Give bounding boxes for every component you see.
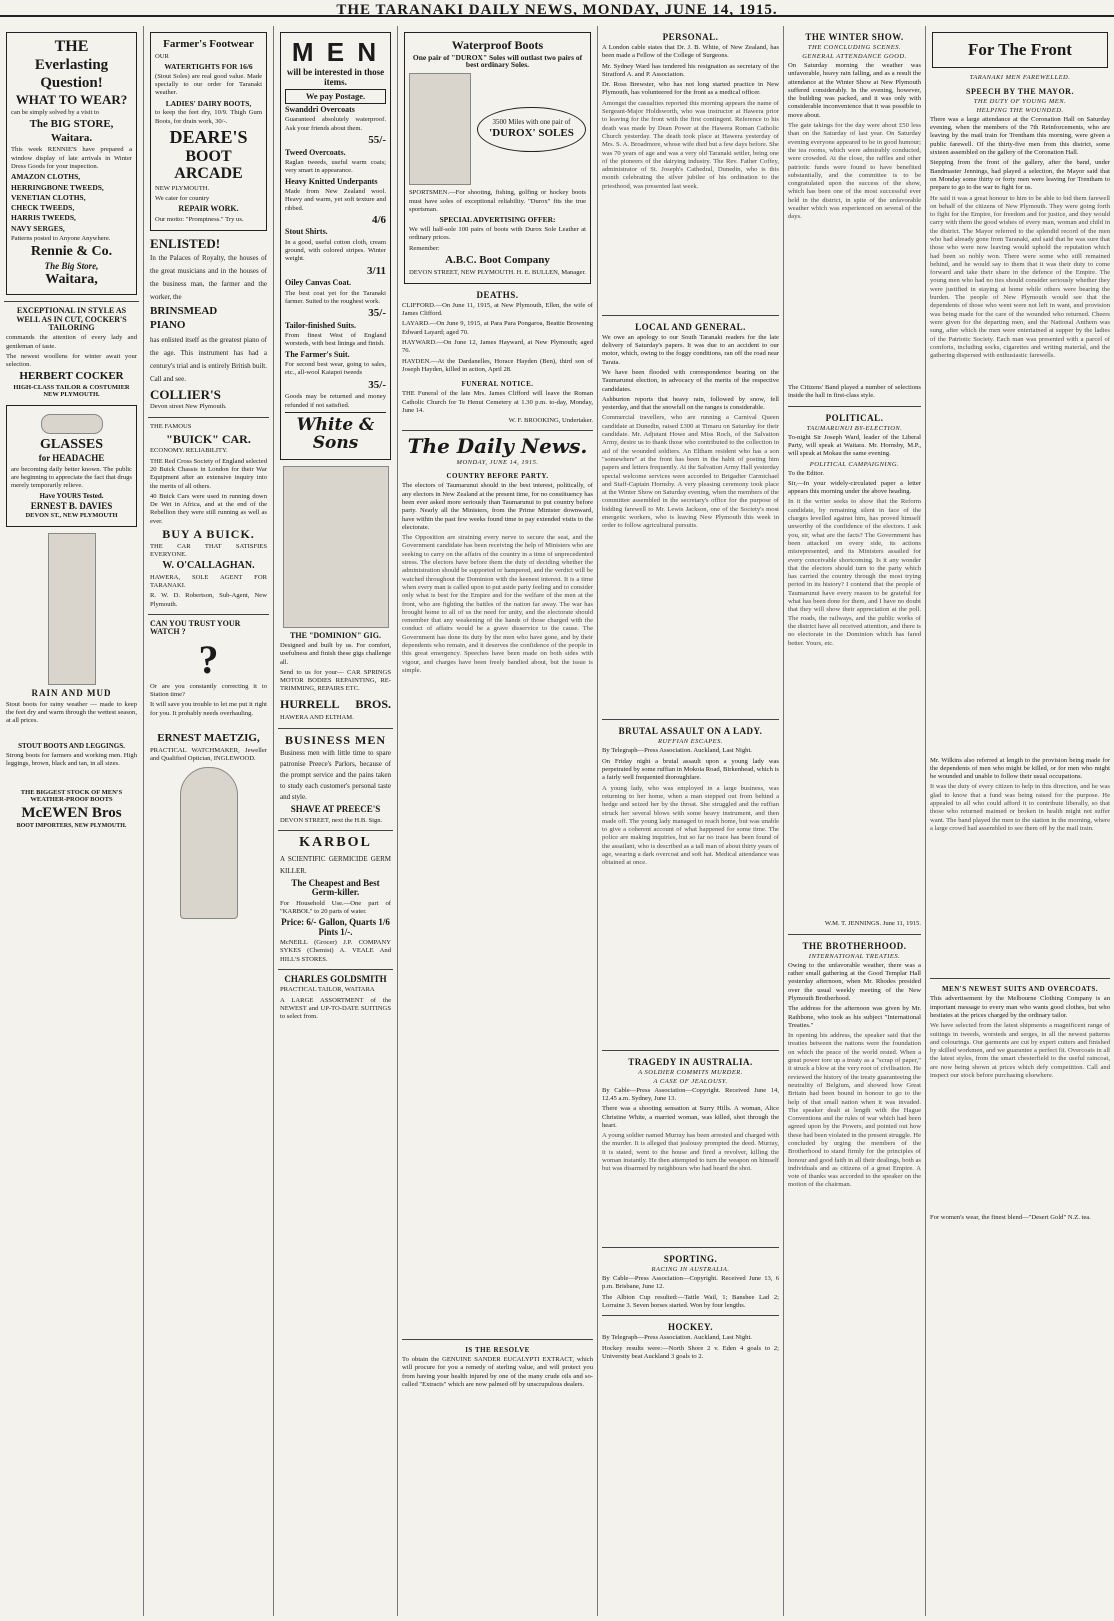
ad-body: Send to us for your— CAR SPRINGS MOTOR BODIES REPAINTING, RE-TRIMMING, REPAIRS ETC.: [280, 668, 391, 693]
ad-heading: BUSINESS MEN: [284, 732, 387, 747]
undertaker-name: W. F. BROOKING, Undertaker.: [508, 417, 593, 425]
durox-badge: 3500 Miles with one pair of 'DUROX' SOLES: [477, 107, 586, 153]
ad-text: THE CAR THAT SATISFIES EVERYONE.: [150, 542, 267, 558]
ad-body: Goods may be returned and money refunded if not satisfied.: [285, 393, 386, 409]
article-subheading: HELPING THE WOUNDED.: [976, 106, 1064, 114]
article-subheading: RACING IN AUSTRALIA.: [651, 1266, 730, 1274]
soldier-image: [409, 73, 471, 185]
watch-image: [180, 767, 238, 919]
ad-body: 40 Buick Cars were used in running down De Wet in Africa, and at the end of the Rebellion they were still running as well as ever.: [150, 492, 267, 525]
deare-name: DEARE'S: [169, 127, 248, 148]
editorial-heading: COUNTRY BEFORE PARTY.: [446, 472, 549, 481]
men-heading: M E N: [291, 37, 380, 67]
article-text: The Citizens' Band played a number of selections inside the hall in first-class style.: [788, 384, 921, 400]
article-text: To the Editor.: [788, 469, 824, 477]
preece-advert: [280, 734, 391, 825]
abc-boot-name: A.B.C. Boot Company: [445, 254, 550, 266]
editorial: The Daily News. MONDAY, JUNE 14, 1915. COUNTRY BEFORE PARTY. The electors of Taumarunui should in the best interest, politically, of any electors in New Zealand at the present time, for no constituency has been ever asked more seriously than Taumarunui to put country before party. Nearly all the Ministers, from the Prime Minister downward, have within the past few weeks found time to pay extended visits to the electorate. The Opposition are straining every nerve to secure the seat, and the Government candidate has been receiving the help of Ministers who are seeking to carry on the affairs of the country in a time of unprecedented stress. The electors have before them the duty of deciding whether the administration should be supported or hampered, and the verdict will be watched throughout the Dominion with the keenest interest. It is a time when every man is called upon to put aside party feeling and to consider only what is best for the Empire and for the welfare of the men at the front, who are fighting the battles of the nation far away. The war has brought home to all of us the need for unity, and the electorate should remember that any weakening of the hands of those charged with the conduct of affairs would be a grave disservice to the cause. The Government has done its duty by the men who have gone, and by their dependents who remain, and it deserves the confidence of the people in this great emergency. Speeches have been made on both sides with vigour, and charges have been freely bandied about, but the issue is simple.: [402, 434, 593, 674]
hurrell-name: HURRELL BROS.: [280, 696, 391, 711]
ad-body: This advertisement by the Melbourne Clothing Company is an important message to every man who wants good clothes, but who hesitates at the prices charged by the ordinary tailor.: [930, 995, 1110, 1019]
karbol-price: Price: 6/- Gallon, Quarts 1/6 Pints 1/-.: [281, 917, 390, 937]
ad-text: For women's wear, the finest blend—"Desert Gold" N.Z. tea.: [930, 1214, 1091, 1222]
section-heading-political: POLITICAL.: [825, 412, 884, 423]
section-heading-front: For The Front: [968, 40, 1072, 59]
collier-name: COLLIER'S: [150, 386, 221, 402]
ad-text: Have YOURS Tested.: [39, 491, 104, 500]
white-sons-logo: White & Sons: [285, 412, 386, 453]
section-heading-assault: BRUTAL ASSAULT ON A LADY.: [618, 726, 763, 737]
ad-text: Devon street New Plymouth.: [150, 403, 227, 411]
ad-heading: RAIN AND MUD: [31, 688, 112, 699]
ad-subheading: One pair of "DUROX" Soles will outlast two pairs of best ordinary Soles.: [412, 52, 583, 70]
ad-heading: EXCEPTIONAL IN STYLE AS WELL AS IN CUT, COCKER'S TAILORING: [16, 306, 127, 332]
article-text: We have been flooded with correspondence bearing on the Taumarunui election, in advocacy of the merits of the respective candidates.: [602, 368, 779, 393]
article-text: Mr. Sydney Ward has tendered his resignation as secretary of the Stratford A. and P. Association.: [602, 62, 779, 78]
boot-arcade-name: BOOT ARCADE: [174, 147, 243, 182]
article-subheading: POLITICAL CAMPAIGNING.: [809, 460, 900, 468]
davies-name: ERNEST B. DAVIES: [30, 501, 113, 511]
article-subheading: TAUMARUNUI BY-ELECTION.: [806, 424, 903, 432]
ad-text: THE BIGGEST STOCK OF MEN'S WEATHER-PROOF BOOTS: [20, 789, 123, 803]
article-text: Dr. Ross Brewster, who has not long started practice in New Plymouth, has volunteered for the front as a medical officer.: [602, 81, 779, 97]
article-subheading: GENERAL ATTENDANCE GOOD.: [802, 53, 907, 60]
list-item: Heavy Knitted Underpants Made from New Zealand wool. Heavy and warm, yet soft texture and ribbed. 4/6: [285, 176, 386, 226]
article-subheading: RUFFIAN ESCAPES.: [657, 738, 724, 746]
article-subheading: THE DUTY OF YOUNG MEN.: [973, 97, 1067, 105]
ad-subheading: will be interested in those items.: [286, 67, 385, 87]
ad-text: HAWERA, SOLE AGENT FOR TARANAKI.: [150, 573, 267, 590]
list-item: Stout Shirts. In a good, useful cotton cloth, cream ground, with colored stripes. Winter weight. 3/11: [285, 227, 386, 277]
ad-body: to keep the feet dry, 10/9. Thigh Gum Boots, for drain work, 30/-.: [155, 109, 262, 125]
notice-text: CLIFFORD.—On June 11, 1915, at New Plymouth, Ellen, the wife of James Clifford.: [402, 301, 593, 318]
list-item: HARRIS TWEEDS,: [11, 213, 76, 223]
signature-line: W.M. T. JENNINGS. June 11, 1915.: [824, 920, 921, 928]
ad-heading: THE "DOMINION" GIG.: [290, 630, 381, 640]
ad-subheading: REPAIR WORK.: [178, 204, 239, 214]
cocker-address: HIGH-CLASS TAILOR & COSTUMIER NEW PLYMOUTH.: [13, 384, 130, 398]
article-subheading: A CASE OF JEALOUSY.: [653, 1077, 728, 1085]
men-item-list: [285, 106, 386, 391]
ad-body: commands the attention of every lady and gentleman of taste.: [6, 334, 137, 350]
section-heading-personal: PERSONAL.: [662, 32, 719, 42]
ad-heading: IS THE RESOLVE: [465, 1346, 530, 1355]
gig-carriage-image: [283, 466, 389, 628]
list-item: NAVY SERGES,: [11, 223, 65, 233]
column-3: [274, 26, 398, 1616]
ad-body: This week RENNIE'S have prepared a window display of late arrivals in Winter Dress Goods for your inspection.: [11, 146, 132, 170]
durox-illustration: [409, 73, 586, 185]
maetzig-name: ERNEST MAETZIG,: [157, 732, 260, 745]
rennie-store: The Big Store,: [44, 260, 99, 271]
ad-body: We will half-sole 100 pairs of boots with Durox Sole Leather at ordinary prices.: [409, 226, 586, 242]
ad-body: For Household Use.—One part of "KARBOL" to 20 parts of water.: [280, 899, 391, 915]
ad-text: Patterns posted to Anyone Anywhere.: [11, 235, 111, 242]
column-2: [144, 26, 274, 1616]
article-subheading: SPEECH BY THE MAYOR.: [966, 86, 1074, 96]
column-1: [0, 26, 144, 1616]
notice-text: LAYARD.—On June 9, 1915, at Para Para Pongaroa, Beattie Browning Edward Layard; aged 70.: [402, 320, 593, 336]
buy-a-buick: BUY A BUICK.: [162, 527, 255, 542]
column-5: PERSONAL. A London cable states that Dr. J. B. White, of New Zealand, has been made a Fellow of the College of Surgeons. Mr. Sydney Ward has tendered his resignation as secretary of the Stratford A. and P. Association. Dr. Ross Brewster, who has not long started practice in New Plymouth, has volunteered for the front as a medical officer. Amongst the casualties reported this morning appears the name of Sergeant-Major Holdsworth, who was instructor at Hawera prior to leaving for the front with the first contingent. Reference to his death was made by Dean Power at the Hawera Roman Catholic Church yesterday. The death took place at Hawera yesterday of Mrs. S. A. Broadmore, whose wife died but a few days before. She was 70 years of age and was a very old Taranaki settler, being one of the pioneers of the dairying industry. The Rev. Father Coffey, administrator of St. Joseph's Cathedral, Dunedin, who is this month celebrating the silver jubilee of his ordination to the priesthood, was presented last week. LOCAL AND GENERAL. We owe an apology to our South Taranaki readers for the late delivery of Saturday's papers. It was due to an accident to our motor, which, owing to the foggy conditions, ran off the road near Tarata. We have been flooded with correspondence bearing on the Taumarunui election, in advocacy of the merits of the respective candidates. Ashburton reports that heavy rain, followed by snow, fell yesterday, and that the snowfall on the ranges is considerable. Commercial travellers, who are running a Carnival Queen candidate at Dunedin, raised £300 at Timaru on Saturday for their candidate. Mr. Adjutant Howe and Miss Roch, of the Salvation Army, desire us to thank those who contributed to the collection in aid of the wounded soldiers. An Eltham resident who has a son "somewhere" at the front has been in the habit of posting him papers and letters frequently. At the Salvation Army Hall yesterday special welcome services were accorded to Brigadier Carmichael and Staff-Captain Hornsby. A very pleasing ceremony took place at the Winter Show on Saturday evening, when the members of the committee assembled in the secretary's office for the purpose of bidding farewell to Mr. Lewis Jackson, one of the Society's most energetic workers, who is leaving New Plymouth this week in order to follow agricultural pursuits. BRUTAL ASSAULT ON A LADY. RUFFIAN ESCAPES. By Telegraph—Press Association. Auckland, Last Night. On Friday night a brutal assault upon a young lady was perpetrated by some ruffian in Mokoia Road, Birkenhead, which is a fairly well frequented thoroughfare. A young lady, who was employed in a large business, was returning to her home, when a man stepped out from behind a hedge and seized her by the throat. She struggled and the ruffian struck her several blows with some heavy instrument, and then made off. The young lady managed to reach home, but was unable to give a coherent account of what happened for some time. The police are making inquiries, but so far no trace has been found of the assailant, who is described as a tall man of about thirty years of age, wearing a dark overcoat and soft hat. Medical attendance was obtained at once. TRAGEDY IN AUSTRALIA. A SOLDIER COMMITS MURDER. A CASE OF JEALOUSY. By Cable—Press Association—Copyright. Received June 14, 12.45 a.m. Sydney, June 13. There was a shooting sensation at Surry Hills. A woman, Alice Christine White, a married woman, was killed, shot through the heart. A young soldier named Murray has been arrested and charged with the murder. It is alleged that jealousy prompted the deed. Murray, it is stated, went to the house and fired a revolver, killing the woman instantly. He then attempted to turn the weapon on himself but was disarmed by neighbours who had heard the shot. SPORTING. RACING IN AUSTRALIA. By Cable—Press Association—Copyright. Received June 13, 6 p.m. Brisbane, June 12. The Albion Cup resulted:—Tattle Wail, 1; Banshee Lad 2; Lorraine 3. Seven horses started. Won by four lengths. HOCKEY. By Telegraph—Press Association. Auckland, Last Night. Hockey results were:—North Shore 2 v. Eden 4 goals to 2; University beat Auckland 3 goals to 2.: [598, 26, 784, 1616]
ad-text: OUR: [155, 52, 169, 60]
deare-advert: [150, 32, 267, 231]
section-heading-winter-show: THE WINTER SHOW.: [805, 32, 904, 42]
section-heading-tragedy: TRAGEDY IN AUSTRALIA.: [628, 1056, 753, 1067]
editorial-text: The electors of Taumarunui should in the best interest, politically, of any electors in New Zealand at the present time, for no constituency has been ever asked more seriously than Taumarunui to put country before party. Nearly all the Ministers, from the Prime Minister downward, have within the past few weeks found time to pay extended visits to the electorate.: [402, 482, 593, 531]
piano-name: PIANO: [150, 319, 186, 332]
article-text: A London cable states that Dr. J. B. White, of New Zealand, has been made a Fellow of the College of Surgeons.: [602, 44, 779, 60]
ad-heading: Farmer's Footwear: [163, 38, 254, 50]
ad-text: DEVON STREET, next the H.B. Sign.: [280, 816, 383, 824]
ad-text: STOUT BOOTS AND LEGGINGS.: [18, 741, 125, 750]
big-store-town: Waitara.: [50, 131, 93, 144]
mcewen-address: BOOT IMPORTERS, NEW PLYMOUTH.: [16, 823, 127, 830]
ad-body: are becoming daily better known. The public are beginning to appreciate the fact that drugs merely temporarily relieve.: [11, 465, 132, 490]
glasses-advert: [6, 405, 137, 528]
rennie-town: Waitara,: [45, 272, 98, 288]
ad-body: Business men with little time to spare patronise Preece's Parlors, because of the prompt service and the pains taken to study each customer's personal taste and style.: [280, 749, 391, 802]
dateline: By Cable—Press Association—Copyright. Received June 14, 12.45 a.m. Sydney, June 13.: [602, 1086, 779, 1102]
notice-text: HAYWARD.—On June 12, James Hayward, at New Plymouth; aged 76.: [402, 339, 593, 355]
section-heading: DEATHS.: [476, 289, 519, 300]
list-item: VENETIAN CLOTHS,: [11, 192, 86, 202]
masthead: [0, 0, 1114, 22]
karbol-heading: KARBOL: [299, 834, 372, 850]
collier-advert: [150, 237, 267, 412]
ad-heading: CAN YOU TRUST YOUR WATCH ?: [150, 618, 241, 637]
ad-text: PRACTICAL TAILOR, WAITARA: [280, 986, 375, 994]
ad-heading: Waterproof Boots: [451, 38, 544, 52]
goldsmith-name: CHARLES GOLDSMITH: [284, 973, 387, 984]
section-heading-hockey: HOCKEY.: [668, 1322, 713, 1333]
rennie-advert: [6, 32, 137, 295]
ad-text: A SCIENTIFIC GERMICIDE GERM KILLER.: [280, 854, 391, 875]
dateline: By Telegraph—Press Association. Auckland, Last Night.: [602, 1334, 752, 1342]
article-subheading: INTERNATIONAL TREATIES.: [808, 952, 901, 960]
section-heading: FUNERAL NOTICE.: [461, 380, 534, 389]
ad-text: R. W. D. Robertson, Sub-Agent, New Plymouth.: [150, 592, 267, 608]
men-advert: [280, 32, 391, 460]
ad-text: We cater for country: [155, 194, 210, 202]
list-item: Tweed Overcoats. Raglan tweeds, useful warm coats; very smart in appearance.: [285, 147, 386, 175]
column-7: For The Front TARANAKI MEN FAREWELLED. SPEECH BY THE MAYOR. THE DUTY OF YOUNG MEN. HELPING THE WOUNDED. There was a large attendance at the Coronation Hall on Saturday evening, when the members of the 7th Reinforcements, who are leaving by the mail train for Trentham this morning, were given a public farewell. Of the thirty-five men from this district, some sixteen assembled on the gallery of the Coronation Hall. Stepping from the front of the gallery, after the band, under Bandmaster Jennings, had played a selection, the Mayor said that on Monday some thirty or forty men were leaving for Trentham to prepare to go to the war to fight for us. He said it was a great honour to him to be able to bid them farewell on behalf of the citizens of New Plymouth. They were going forth to fight for the Empire, for freedom and for justice, and they would carry with them the good wishes of every man, woman and child in the district. The Mayor referred to the splendid record of the men who had already gone from Taranaki, and said that he was sure that those who were now leaving would uphold the reputation which had been so nobly won. There were some who still remained behind, and he would say to them that it was their duty to come forward and take their share in the defence of the Empire. The young men who had no ties should consider seriously whether they were justified in staying at home while others were bearing the burden. The people of New Plymouth would see that the dependents of those who went were not left in want, and provision was being made for the care of the wounded who returned. Cheers were given for the departing men, and the National Anthem was sung, after which the men were entertained at supper by the ladies of the Patriotic Society. Each man was presented with a parcel of comforts, including socks, cigarettes and writing material, and the gathering dispersed with enthusiastic farewells. Mr. Wilkins also referred at length to the provision being made for the dependents of men who might be killed, or for men who might be wounded and unable to follow their usual occupations. It was the duty of every citizen to help in this direction, and he was glad to know that a fund was being raised for the purpose. He appealed to all who could afford it to contribute liberally, so that those who returned maimed or broken in health might not suffer want. The band played the men to the station in the morning, where a large crowd had assembled to see them off by the mail train. MEN'S NEWEST SUITS AND OVERCOATS. This advertisement by the Melbourne Clothing Company is an important message to every man who wants good clothes, but who hesitates at the prices charged by the ordinary tailor. We have selected from the latest shipments a magnificent range of suitings in tweeds, worsteds and serges, in all the newest patterns and colourings. Our garments are cut by expert cutters and finished by skilled workmen, and we guarantee a perfect fit. Overcoats in all the latest styles, from the smart chesterfield to the useful raincoat, are now being shown at prices which defy competition. Call and inspect our stock before purchasing elsewhere. For women's wear, the finest blend—"Desert Gold" N.Z. tea.: [926, 26, 1114, 1616]
question-mark: ?: [198, 636, 219, 682]
hurrell-advert: [280, 466, 391, 723]
ad-text: can be simply solved by a visit to: [11, 108, 100, 116]
article-text: To-night Sir Joseph Ward, leader of the Liberal Party, will speak at Waitara. Mr. Hornsby, M.P., will speak at Mokau the same evening.: [788, 433, 921, 458]
ad-text: McNEILL (Grocer) J.P. COMPANY SYKES (Chemist) A. VEALE And HILL'S STORES.: [280, 939, 391, 963]
deaths-notices: [402, 290, 593, 426]
list-item: AMAZON CLOTHS,: [11, 172, 81, 182]
cocker-advert: [6, 307, 137, 399]
list-item: HERRINGBONE TWEEDS,: [11, 182, 104, 192]
sander-advert: [402, 1346, 593, 1389]
article-text: On Friday night a brutal assault upon a young lady was perpetrated by some ruffian in Mokoia Road, Birkenhead, which is a fairly well frequented thoroughfare.: [602, 757, 779, 782]
ad-body: (Stout Soles) are real good value. Made specially to our order for Taranaki weather.: [155, 72, 262, 97]
notice-text: HAYDEN.—At the Dardanelles, Horace Hayden (Ben), third son of Joseph Hayden, killed in action, April 28.: [402, 357, 593, 373]
article-subheading: A SOLDIER COMMITS MURDER.: [638, 1068, 743, 1076]
ad-subheading: SPECIAL ADVERTISING OFFER:: [439, 215, 556, 225]
ad-body: The newest woollens for winter await your selection.: [6, 352, 137, 369]
mcewen-advert: RAIN AND MUD Stout boots for rainy weather — made to keep the feet dry and warm through the wettest season, at all prices. STOUT BOOTS AND LEGGINGS. Strong boots for farmers and working men. High leggings, brown, black and tan, in all sizes. THE BIGGEST STOCK OF MEN'S WEATHER-PROOF BOOTS McEWEN Bros BOOT IMPORTERS, NEW PLYMOUTH.: [6, 533, 137, 829]
list-item: The Farmer's Suit. For second best wear, going to sales, etc., all-wool Kaiapoi tweeds 35/-: [285, 349, 386, 391]
article-text: Owing to the unfavorable weather, there was a rather small gathering at the Good Templar Hall yesterday afternoon, when Mr. Rhodes presided over the usual weekly meeting of the New Plymouth Brotherhood.: [788, 961, 921, 1002]
list-item: Swanddri Overcoats Guaranteed absolutely waterproof. Ask your friends about them. 55/-: [285, 105, 386, 147]
ad-heading-question: Question!: [40, 74, 103, 91]
ad-body: Designed and built by us. For comfort, usefulness and finish these gigs challenge all.: [280, 641, 391, 666]
ad-text: DEVON STREET, NEW PLYMOUTH. H. E. BULLEN, Manager.: [409, 268, 586, 276]
big-store-name: The BIG STORE,: [29, 118, 114, 131]
dateline: By Telegraph—Press Association. Auckland, Last Night.: [602, 747, 752, 755]
column-6: THE WINTER SHOW. THE CONCLUDING SCENES. GENERAL ATTENDANCE GOOD. On Saturday morning the weather was unfavorable, heavy rain falling, and as a result the attendance at the Winter Show at New Plymouth suffered considerably. In the evening, however, the building was packed, and it was only with considerable inconvenience that it was possible to move about. The gate takings for the day were about £50 less than on the Saturday of last year. On Saturday evening everyone appeared to be in good humour; the tea rooms, which were admirably conducted, were crowded. At the close, the raffles and other patriotic funds were found to have benefited substantially, and the committee is to be congratulated upon the success of the show, which has been one of the most successful ever held in the district, in spite of the unfavorable weather which was experienced on several of the days. The Citizens' Band played a number of selections inside the hall in first-class style. POLITICAL. TAUMARUNUI BY-ELECTION. To-night Sir Joseph Ward, leader of the Liberal Party, will speak at Waitara. Mr. Hornsby, M.P., will speak at Mokau the same evening. POLITICAL CAMPAIGNING. To the Editor. Sir,—In your widely-circulated paper a letter appears this morning under the above heading. In it the writer seeks to show that the Reform candidate, by remaining silent in face of the charges levelled against him, has proved himself unworthy of the confidence of the electors. I ask you, sir, what are the facts? The Government has been attacked on every side, its actions misrepresented, and its Ministers assailed for every conceivable shortcoming. Is it any wonder that the electors should turn to the party which has carried the country through the most trying period in its history? I contend that the people of Taumarunui have every reason to be grateful for what has been done for them, and I have no doubt that they will show their appreciation at the poll. The roads, the railways, and the public works of the district have all received attention, and there is no electorate in the Dominion which has fared better. Yours, etc. W.M. T. JENNINGS. June 11, 1915. THE BROTHERHOOD. INTERNATIONAL TREATIES. Owing to the unfavorable weather, there was a rather small gathering at the Good Templar Hall yesterday afternoon, when Mr. Rhodes presided over the usual weekly meeting of the New Plymouth Brotherhood. The address for the afternoon was given by Mr. Rathbone, who took as his subject "International Treaties." In opening his address, the speaker said that the treaties between the nations were the foundation on which the peace of the world rested. When a great power tore up a treaty as a "scrap of paper," it struck a blow at the very root of civilisation. He reviewed the history of the treaty guaranteeing the neutrality of Belgium, and showed how Great Britain had been bound in honour to go to the help of that small nation when it was invaded. The speaker dealt at length with the Hague Conventions and the rules of war which had been agreed upon by the Powers, and pointed out how these had been violated in the present struggle. He concluded by urging the members of the Brotherhood to stand firmly for the principles of honour and good faith in all their dealings, both as individuals and as citizens of a great Empire. A vote of thanks was accorded to the speaker on the motion of the chairman.: [784, 26, 926, 1616]
ad-text: ECONOMY. RELIABILITY.: [150, 447, 228, 455]
ad-heading-everlasting: Everlasting: [34, 56, 109, 73]
ad-text: NEW PLYMOUTH.: [155, 184, 210, 192]
ad-body: THE Red Cross Society of England selected 20 Buick Chassis in London for their War Equipment after an extensive inquiry into the merits of all others.: [150, 457, 267, 490]
ad-heading-glasses: GLASSES: [39, 436, 104, 452]
ad-text: PRACTICAL WATCHMAKER, Jeweller and Qualified Optician, INGLEWOOD.: [150, 746, 267, 763]
list-item: CHECK TWEEDS,: [11, 203, 75, 213]
goldsmith-advert: [280, 975, 391, 1022]
ad-subheading: The Cheapest and Best Germ-killer.: [291, 877, 380, 898]
masthead-title: THE TARANAKI DAILY NEWS, MONDAY, JUNE 14, 1915.: [336, 2, 778, 18]
article-subheading: TARANAKI MEN FAREWELLED.: [969, 73, 1071, 81]
davies-address: DEVON ST., NEW PLYMOUTH: [25, 512, 118, 520]
article-text: The Albion Cup resulted:—Tattle Wail, 1; Banshee Lad 2; Lorraine 3. Seven horses started. Won by four lengths.: [602, 1293, 779, 1310]
section-heading-sporting: SPORTING.: [663, 1254, 718, 1265]
article-text: There was a large attendance at the Coronation Hall on Saturday evening, when the members of the 7th Reinforcements, who are leaving by the mail train for Trentham this morning, were given a public farewell. Of the thirty-five men from this district, some sixteen assembled on the gallery of the Coronation Hall.: [930, 115, 1110, 157]
article-text: Ashburton reports that heavy rain, followed by snow, fell yesterday, and that the snowfall on the ranges is considerable.: [602, 395, 779, 412]
list-item: Tailor-finished Suits. From finest West of England worsteds, with best linings and finish.: [285, 320, 386, 348]
legging-boot-image: [48, 533, 96, 685]
list-item: Oiley Canvas Coat. The best coat yet for the Taranaki farmer. Suited to the roughest work. 35/-: [285, 278, 386, 320]
karbol-advert: [280, 836, 391, 964]
article-text: Hockey results were:—North Shore 2 v. Eden 4 goals to 2; University beat Auckland 3 goals to 2.: [602, 1344, 779, 1360]
ad-text: Remember:: [409, 244, 440, 252]
dateline: By Cable—Press Association—Copyright. Received June 13, 6 p.m. Brisbane, June 12.: [602, 1275, 779, 1291]
ad-heading-the: THE: [54, 38, 89, 55]
ad-body: To obtain the GENUINE SANDER EUCALYPTI EXTRACT, which will procure for you a remedy of sterling value, and will protect you from having your health injured by one of the many crude oils and so-called "Extracts" which are now palmed off by unscrupulous dealers.: [402, 1356, 593, 1389]
for-the-front-heading-box: [932, 32, 1108, 68]
article-subheading: THE CONCLUDING SCENES.: [807, 44, 902, 51]
article-text: The address for the afternoon was given by Mr. Rathbone, who took as his subject "International Treaties.": [788, 1005, 921, 1029]
article-text: We owe an apology to our South Taranaki readers for the late delivery of Saturday's papers. It was due to an accident to our motor, which, owing to the foggy conditions, ran off the road near Tarata.: [602, 333, 779, 366]
ad-heading-what-to-wear: WHAT TO WEAR?: [15, 92, 128, 108]
ad-heading: MEN'S NEWEST SUITS AND OVERCOATS.: [941, 985, 1099, 994]
ad-text: THE FAMOUS: [150, 422, 192, 430]
ad-body: Or are you constantly correcting it to Station time?: [150, 682, 267, 699]
postage-note: We pay Postage.: [285, 89, 386, 104]
ad-subheading: LADIES' DAIRY BOOTS,: [165, 98, 252, 108]
brinsmead-name: BRINSMEAD: [150, 305, 218, 318]
durox-advert: [404, 32, 591, 284]
ad-subheading: WATERTIGHTS FOR 16/6: [164, 61, 253, 71]
maetzig-advert: CAN YOU TRUST YOUR WATCH ? ? Or are you constantly correcting it to Station time? It will save you trouble to let me put it right for you. It probably needs overhauling. ERNEST MAETZIG, PRACTICAL WATCHMAKER, Jeweller and Qualified Optician, INGLEWOOD.: [150, 620, 267, 920]
editorial-date: MONDAY, JUNE 14, 1915.: [456, 459, 539, 467]
ad-body: A LARGE ASSORTMENT of the NEWEST and UP-TO-DATE SUITINGS to select from.: [280, 996, 391, 1021]
rennie-name: Rennie & Co.: [30, 244, 113, 260]
column-4: [398, 26, 598, 1616]
ad-text: HAWERA AND ELTHAM.: [280, 714, 354, 722]
ad-body: has enlisted itself as the greatest piano of the age. This instrument has had a century's trial and is entirely British built. Call and see.: [150, 335, 267, 383]
article-text: Stepping from the front of the gallery, after the band, under Bandmaster Jennings, had played a selection, the Mayor said that on Monday some thirty or forty men were leaving for Trentham to prepare to go to the war to fight for us.: [930, 159, 1110, 192]
notice-text: THE Funeral of the late Mrs. James Clifford will leave the Roman Catholic Church for Te Henui Cemetery at 1.30 p.m. to-day, Monday, June 14.: [402, 390, 593, 414]
newspaper-title: The Daily News.: [407, 434, 588, 459]
ad-body: SPORTSMEN.—For shooting, fishing, golfing or hockey boots must have soles of exceptional reliability. "Durox" fits the true sportsman.: [409, 189, 586, 213]
buick-heading: "BUICK" CAR.: [166, 431, 251, 446]
mcewen-name: McEWEN Bros: [21, 804, 122, 821]
section-heading-local: LOCAL AND GENERAL.: [635, 321, 746, 332]
cocker-name: HERBERT COCKER: [19, 370, 124, 383]
ad-body: In the Palaces of Royalty, the houses of the great musicians and in the houses of the business man, the farmer and the worker, the: [150, 254, 267, 302]
ad-heading: ENLISTED!: [150, 235, 221, 251]
article-text: On Saturday morning the weather was unfavorable, heavy rain falling, and as a result the attendance at the Winter Show at New Plymouth suffered considerably. In the evening, however, the building was packed, and it was only with considerable inconvenience that it was possible to move about.: [788, 62, 921, 119]
ocallaghan-name: W. O'CALLAGHAN.: [162, 560, 255, 572]
section-heading-brotherhood: THE BROTHERHOOD.: [802, 940, 907, 951]
article-text: Sir,—In your widely-circulated paper a letter appears this morning under the above heading.: [788, 479, 921, 496]
article-text: Mr. Wilkins also referred at length to the provision being made for the dependents of men who might be killed, or for men who might be wounded and unable to follow their usual occupations.: [930, 756, 1110, 781]
preece-heading: SHAVE AT PREECE'S: [290, 804, 381, 815]
ad-text: Our motto: "Promptness." Try us.: [155, 215, 244, 223]
ad-heading-headache: for HEADACHE: [38, 453, 105, 464]
article-text: There was a shooting sensation at Surry Hills. A woman, Alice Christine White, a married woman, was killed, shot through the heart.: [602, 1105, 779, 1129]
buick-advert: [150, 423, 267, 609]
spectacles-icon: [41, 414, 103, 434]
